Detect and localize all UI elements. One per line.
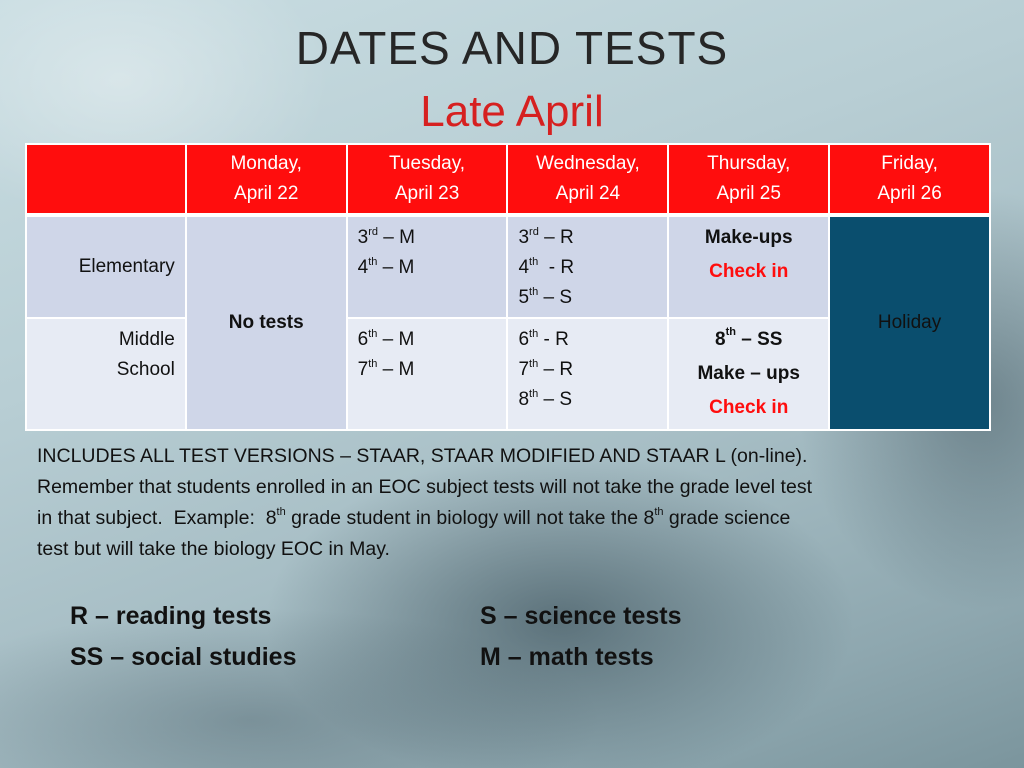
legend-left <box>70 596 297 678</box>
legend-math: M – math tests <box>480 643 654 671</box>
legend-reading: R – reading tests <box>70 602 272 630</box>
header-thursday: Thursday, April 25 <box>668 144 829 215</box>
row-label-middle-school: Middle School <box>26 318 186 430</box>
header-corner <box>26 144 186 215</box>
middle-tuesday-cell: 6th – M 7th – M <box>347 318 508 430</box>
test-notes: INCLUDES ALL TEST VERSIONS – STAAR, STAAR MODIFIED AND STAAR L (on-line). Remember that students enrolled in an EOC subject tests will not take the grade level test in that subject. Example: 8th grade student in biology will not take the 8th grade science test but will take the biology EOC in May. <box>37 445 812 560</box>
header-wednesday: Wednesday, April 24 <box>507 144 668 215</box>
friday-holiday: Holiday <box>829 215 990 430</box>
legend-social-studies: SS – social studies <box>70 643 297 671</box>
page-subtitle: Late April <box>420 87 604 136</box>
elementary-wednesday-cell: 3rd – R 4th - R 5th – S <box>507 215 668 318</box>
table-header-row <box>26 144 990 215</box>
page-title: DATES AND TESTS <box>295 22 729 74</box>
elementary-tuesday-cell: 3rd – M 4th – M <box>347 215 508 318</box>
header-monday: Monday, April 22 <box>186 144 347 215</box>
middle-wednesday-cell: 6th - R 7th – R 8th – S <box>507 318 668 430</box>
header-tuesday: Tuesday, April 23 <box>347 144 508 215</box>
elementary-thursday-cell: Make-ups Check in <box>668 215 829 318</box>
legend-science: S – science tests <box>480 602 682 630</box>
monday-no-tests: No tests <box>186 215 347 430</box>
legend-right <box>480 596 682 678</box>
header-friday: Friday, April 26 <box>829 144 990 215</box>
row-label-elementary: Elementary <box>26 215 186 318</box>
schedule-table <box>25 143 991 431</box>
table-row-elementary <box>26 215 990 318</box>
middle-thursday-cell: 8th – SS Make – ups Check in <box>668 318 829 430</box>
